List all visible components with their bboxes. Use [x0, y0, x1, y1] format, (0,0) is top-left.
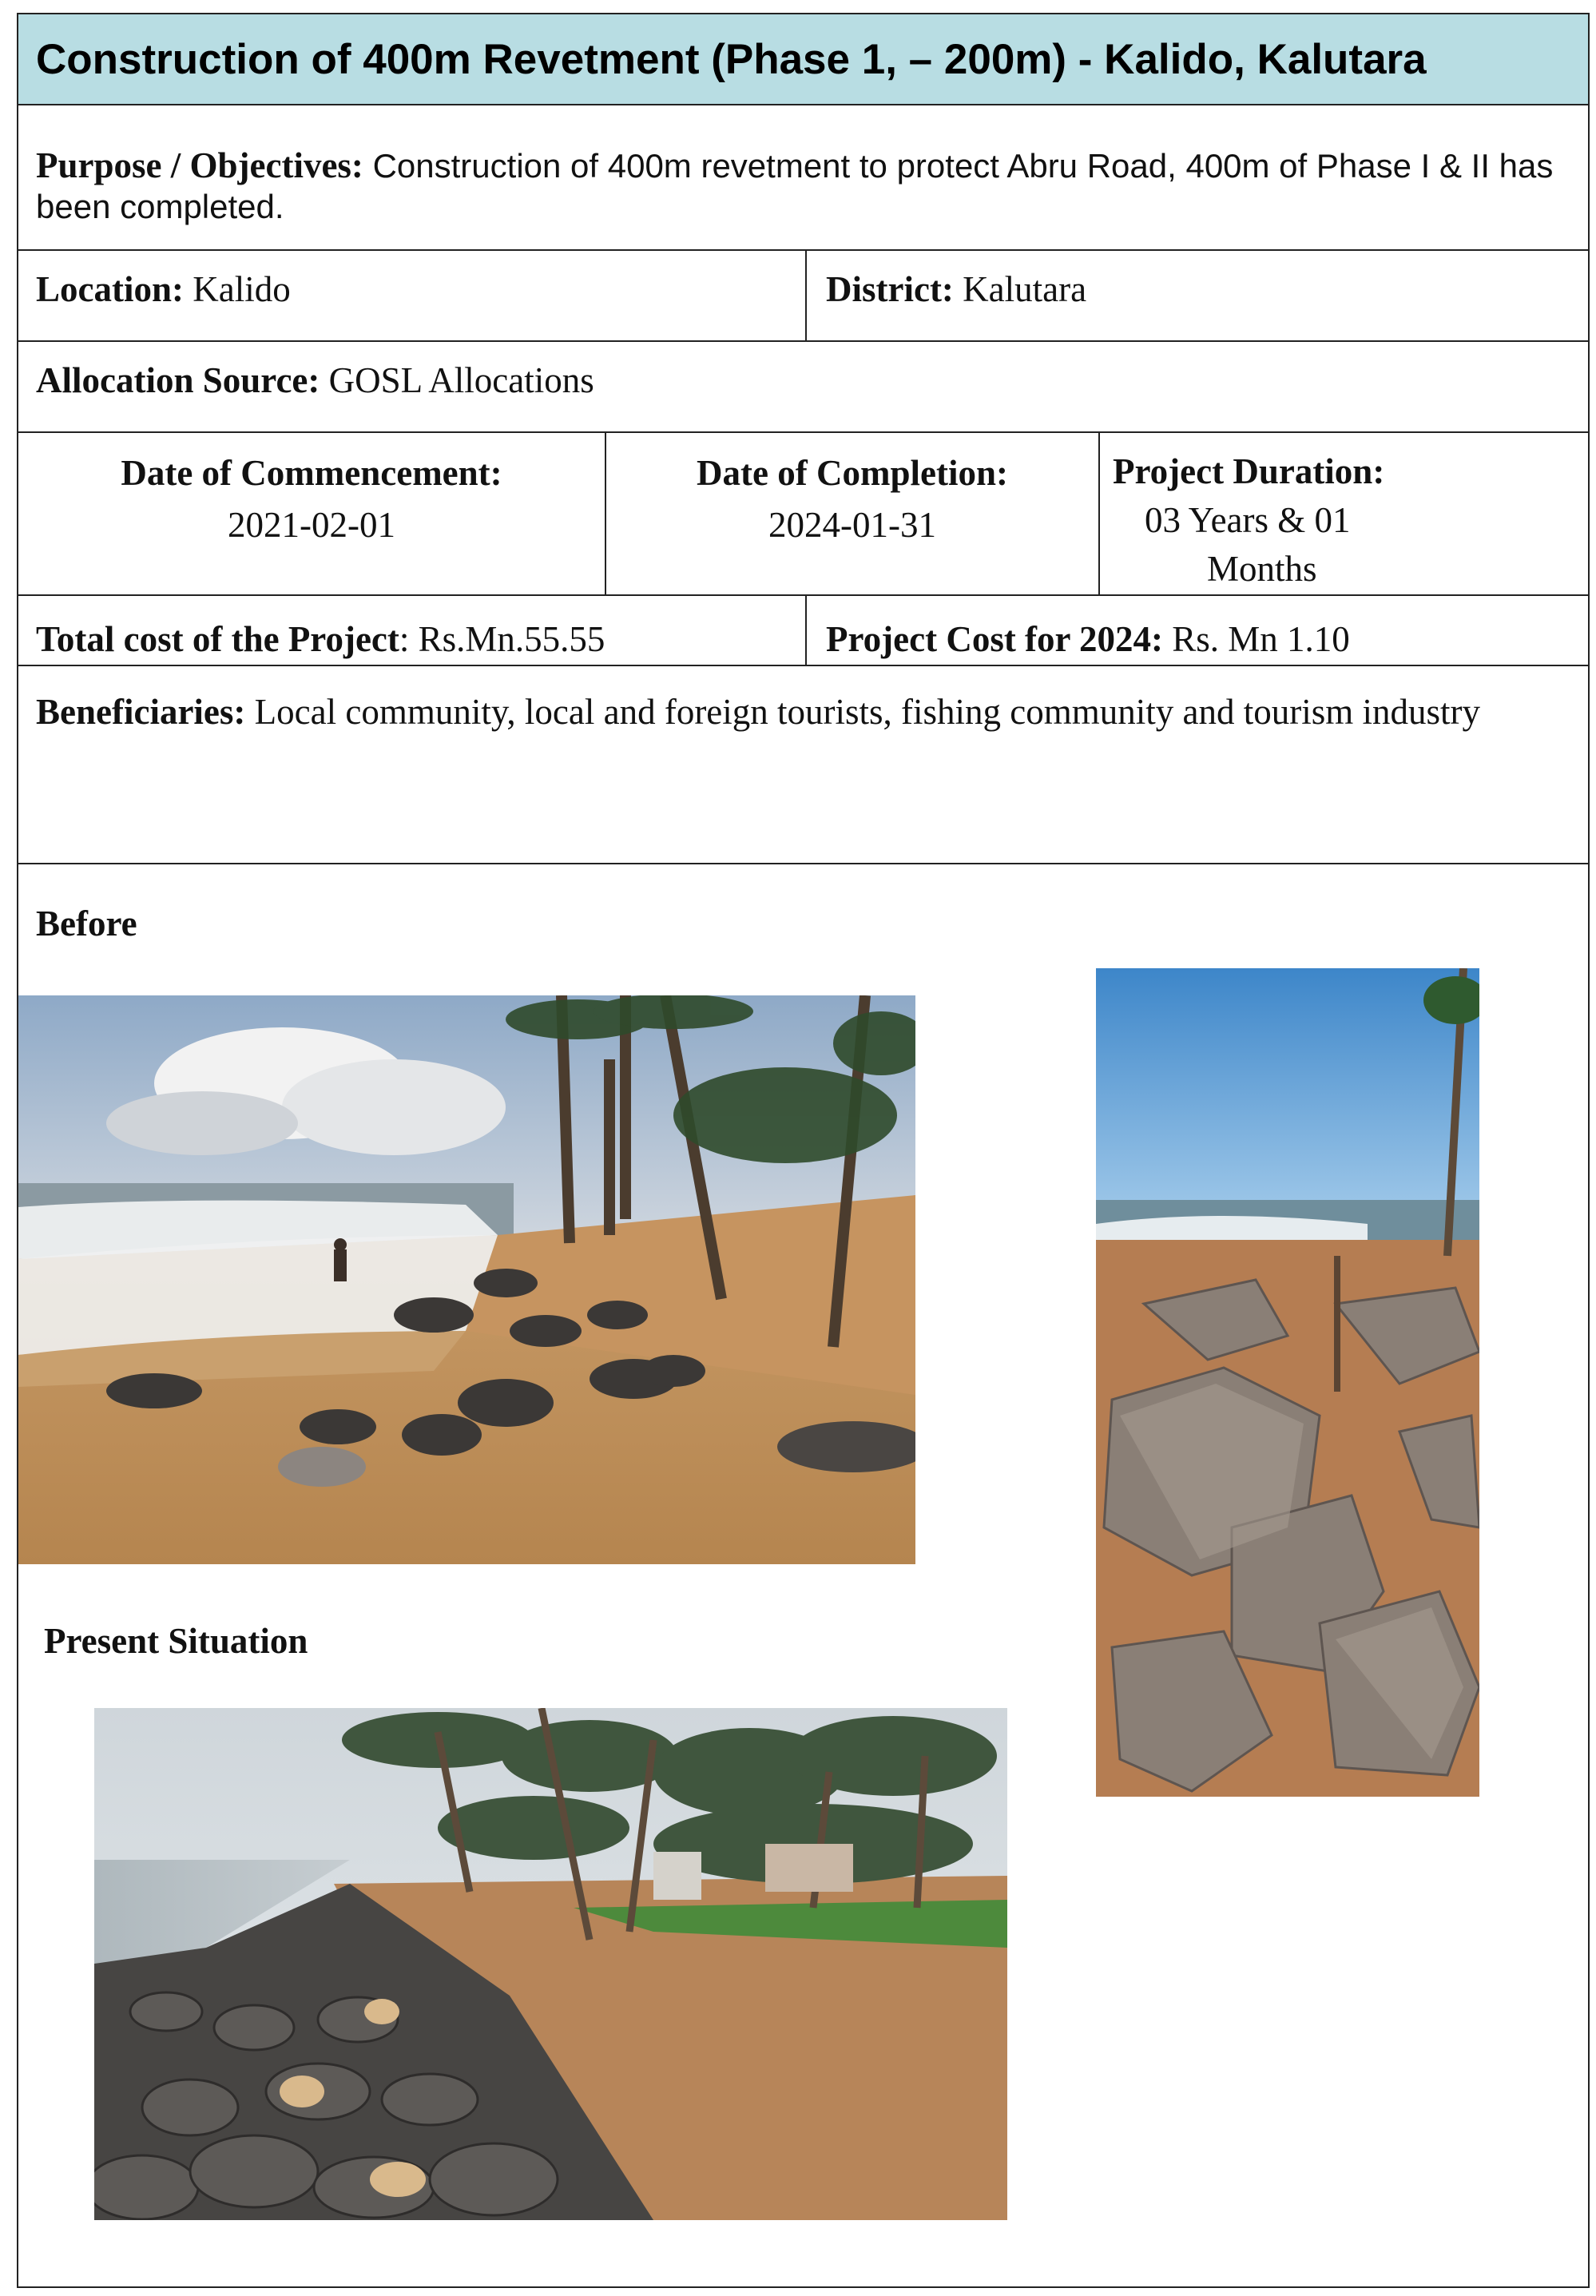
duration-label: Project Duration:: [1113, 451, 1385, 491]
cost-2024-cell: [805, 596, 1588, 665]
allocation-value: GOSL Allocations: [320, 360, 594, 400]
allocation-cell: [18, 342, 1588, 431]
location-row: [18, 251, 1588, 342]
purpose-value: Construction of 400m revetment to protect Abru Road, 400m of Phase I & II has been completed.: [36, 147, 1554, 225]
allocation-row: [18, 342, 1588, 433]
before-caption: Before: [36, 904, 137, 943]
commencement-label: Date of Commencement:: [121, 453, 502, 493]
completion-value: 2024-01-31: [768, 505, 936, 546]
total-cost-value: : Rs.Mn.55.55: [399, 619, 605, 659]
page-title: Construction of 400m Revetment (Phase 1, – 200m) - Kalido, Kalutara: [18, 14, 1588, 105]
purpose-label: Purpose / Objectives:: [36, 145, 363, 185]
present-situation-photo: [94, 1708, 1007, 2220]
total-cost-cell: [18, 596, 805, 665]
before-rocks-photo: [1096, 968, 1479, 1797]
cost-2024-label: Project Cost for 2024:: [826, 619, 1163, 659]
allocation-label: Allocation Source:: [36, 360, 320, 400]
completion-cell: [605, 433, 1098, 594]
location-value: Kalido: [184, 269, 291, 309]
total-cost-label: Total cost of the Project: [36, 619, 399, 659]
location-label: Location:: [36, 269, 184, 309]
beneficiaries-label: Beneficiaries:: [36, 692, 246, 732]
location-cell: [18, 251, 805, 340]
purpose-section: [18, 105, 1588, 251]
beneficiaries-cell: [18, 666, 1588, 863]
district-cell: [805, 251, 1588, 340]
commencement-value: 2021-02-01: [228, 505, 395, 546]
completion-label: Date of Completion:: [697, 453, 1008, 493]
duration-value-line2: Months: [1207, 548, 1317, 589]
dates-row: [18, 433, 1588, 596]
project-sheet: [17, 13, 1590, 2288]
cost-row: [18, 596, 1588, 666]
commencement-cell: [18, 433, 605, 594]
duration-cell: [1098, 433, 1588, 594]
duration-value-line1: 03 Years & 01: [1145, 499, 1351, 540]
district-label: District:: [826, 269, 954, 309]
present-caption: Present Situation: [44, 1621, 308, 1661]
district-value: Kalutara: [953, 269, 1087, 309]
beneficiaries-value: Local community, local and foreign tourists, fishing community and tourism industry: [245, 692, 1481, 732]
before-beach-photo: [18, 995, 915, 1564]
cost-2024-value: Rs. Mn 1.10: [1162, 619, 1350, 659]
beneficiaries-row: [18, 666, 1588, 864]
